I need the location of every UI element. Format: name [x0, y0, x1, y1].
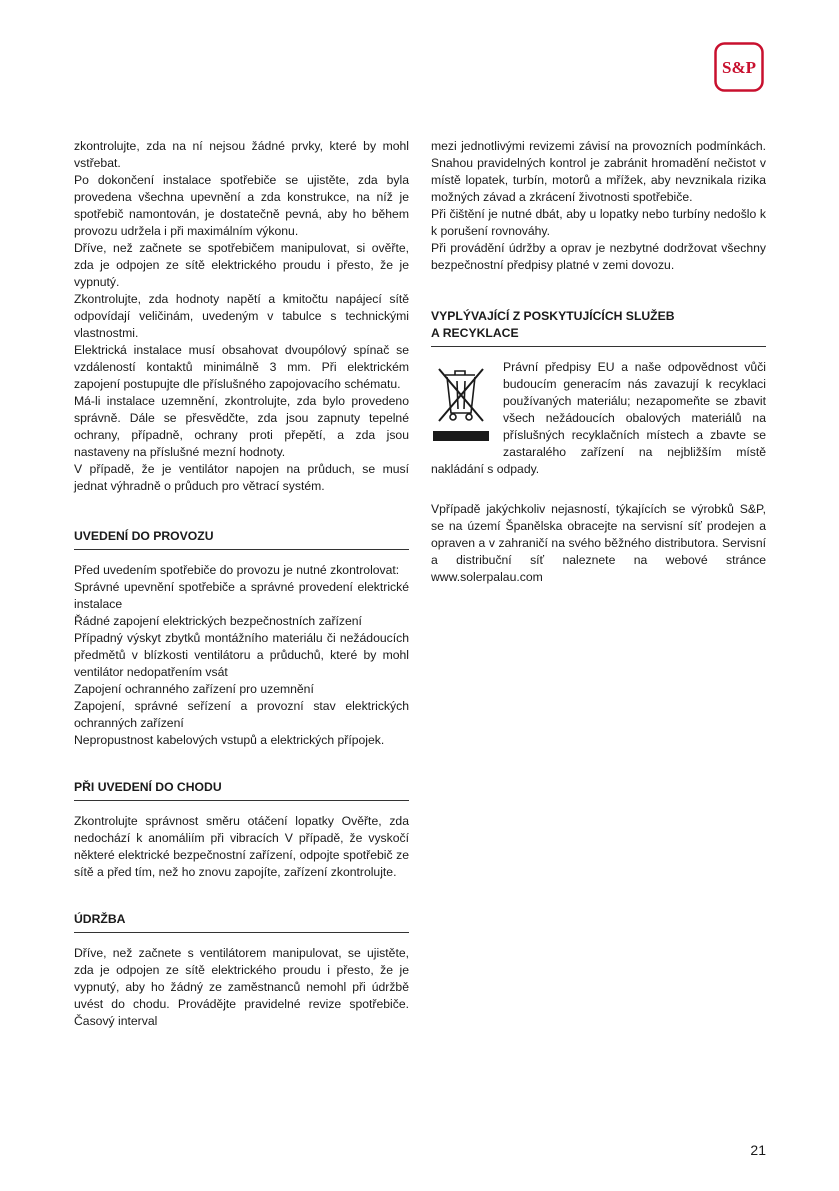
- paragraph: Při čištění je nutné dbát, aby u lopatky nebo turbíny nedošlo k k porušení rovnováhy.: [431, 207, 766, 238]
- heading-line: VYPLÝVAJÍCÍ Z POSKYTUJÍCÍCH SLUŽEB: [431, 309, 675, 323]
- maintenance-continued: [431, 138, 766, 274]
- paragraph: Zapojení, správné seřízení a provozní stav elektrických ochranných zařízení: [74, 699, 409, 730]
- paragraph: Má-li instalace uzemnění, zkontrolujte, zda bylo provedeno správně. Dále se přesvědčte, zda jsou zapnuty tepelné ochrany, případně, ochrany proti přepětí, a zda jsou nastaveny na příslušné mezní hodnoty.: [74, 394, 409, 459]
- section-maintenance: [74, 911, 409, 1030]
- paragraph: Při provádění údržby a oprav je nezbytné dodržovat všechny bezpečnostní předpisy platné v zemi dovozu.: [431, 241, 766, 272]
- paragraph: Řádné zapojení elektrických bezpečnostních zařízení: [74, 614, 362, 628]
- section-heading: ÚDRŽBA: [74, 911, 409, 933]
- paragraph: Právní předpisy EU a naše odpovědnost vůči budoucím generacím nás zavazují k recyklaci používaných materiálu; nezapomeňte se zbavit všech nežádoucích obalových materiálů na příslušných recyklačních místech a zbavte se zastaralého zařízení na nejbližším místě nakládání s odpady.: [431, 360, 766, 476]
- sp-logo-icon: [714, 42, 764, 92]
- section-heading: [431, 308, 766, 347]
- section-body: [74, 562, 409, 749]
- paragraph: V případě, že je ventilátor napojen na průduch, se musí jednat výhradně o průduch pro větrací systém.: [74, 462, 409, 493]
- paragraph: Zkontrolujte, zda hodnoty napětí a kmitočtu napájecí sítě odpovídají veličinám, uvedeným v tabulce s technickými vlastnostmi.: [74, 292, 409, 340]
- recycling-body: [431, 359, 766, 478]
- section-body: [74, 813, 409, 881]
- contact-paragraph: Vpřípadě jakýchkoliv nejasností, týkajících se výrobků S&P, se na území Španělska obracejte na servisní síť prodejen a opraven a v zahraničí na svého běžného distributora. Servisní a distribuční síť naleznete na webové stránce www.solerpalau.com: [431, 502, 766, 584]
- page-number: 21: [750, 1142, 766, 1158]
- left-column: [74, 138, 409, 1030]
- right-column: [431, 138, 766, 586]
- intro-text: [74, 138, 409, 495]
- paragraph: zkontrolujte, zda na ní nejsou žádné prvky, které by mohl vstřebat.: [74, 139, 409, 170]
- paragraph: mezi jednotlivými revizemi závisí na provozních podmínkách. Snahou pravidelných kontrol je zabránit hromadění nečistot v místě lopatek, turbín, motorů a mřížek, aby nevznikala rizika možných závad a zkrácení životnosti spotřebiče.: [431, 139, 766, 204]
- heading-line: A RECYKLACE: [431, 326, 519, 340]
- paragraph: Před uvedením spotřebiče do provozu je nutné zkontrolovat:: [74, 563, 400, 577]
- section-body: [74, 945, 409, 1030]
- sp-logo-text: S&P: [722, 58, 756, 77]
- paragraph: Nepropustnost kabelových vstupů a elektrických přípojek.: [74, 733, 385, 747]
- weee-crossed-bin-icon: [431, 361, 491, 445]
- section-startup: [74, 779, 409, 881]
- section-commissioning: [74, 528, 409, 749]
- paragraph: Zapojení ochranného zařízení pro uzemnění: [74, 682, 314, 696]
- section-heading: UVEDENÍ DO PROVOZU: [74, 528, 409, 550]
- section-heading: PŘI UVEDENÍ DO CHODU: [74, 779, 409, 801]
- paragraph: Případný výskyt zbytků montážního materiálu či nežádoucích předmětů v blízkosti ventilátoru a průduchů, které by mohl ventilátor nedopatřením vsát: [74, 631, 409, 679]
- paragraph: Správné upevnění spotřebiče a správné provedení elektrické instalace: [74, 580, 409, 611]
- paragraph: Dříve, než začnete se spotřebičem manipulovat, si ověřte, zda je odpojen ze sítě elektrického proudu i přesto, že je vypnutý.: [74, 241, 409, 289]
- section-recycling: [431, 308, 766, 478]
- paragraph: Elektrická instalace musí obsahovat dvoupólový spínač se vzdáleností kontaktů minimálně 3 mm. Při elektrickém zapojení postupujte dle příslušného zapojovacího schématu.: [74, 343, 409, 391]
- paragraph: Dříve, než začnete s ventilátorem manipulovat, se ujistěte, zda je odpojen ze sítě elektrického proudu i přesto, že je vypnutý, aby ho žádný ze zaměstnanců nemohl při údržbě uvést do chodu. Provádějte pravidelné revize spotřebiče. Časový interval: [74, 946, 409, 1028]
- paragraph: Po dokončení instalace spotřebiče se ujistěte, zda byla provedena všechna upevnění a zda konstrukce, na níž je spotřebič namontován, je dostatečně pevná, aby ho během provozu udržela i při maximálním výkonu.: [74, 173, 409, 238]
- paragraph: Zkontrolujte správnost směru otáčení lopatky Ověřte, zda nedochází k anomáliím při vibracích V případě, že vyskočí některé elektrické bezpečnostní zařízení, odpojte spotřebič ze sítě a před tím, než ho znovu zapojíte, zařízení zkontrolujte.: [74, 814, 409, 879]
